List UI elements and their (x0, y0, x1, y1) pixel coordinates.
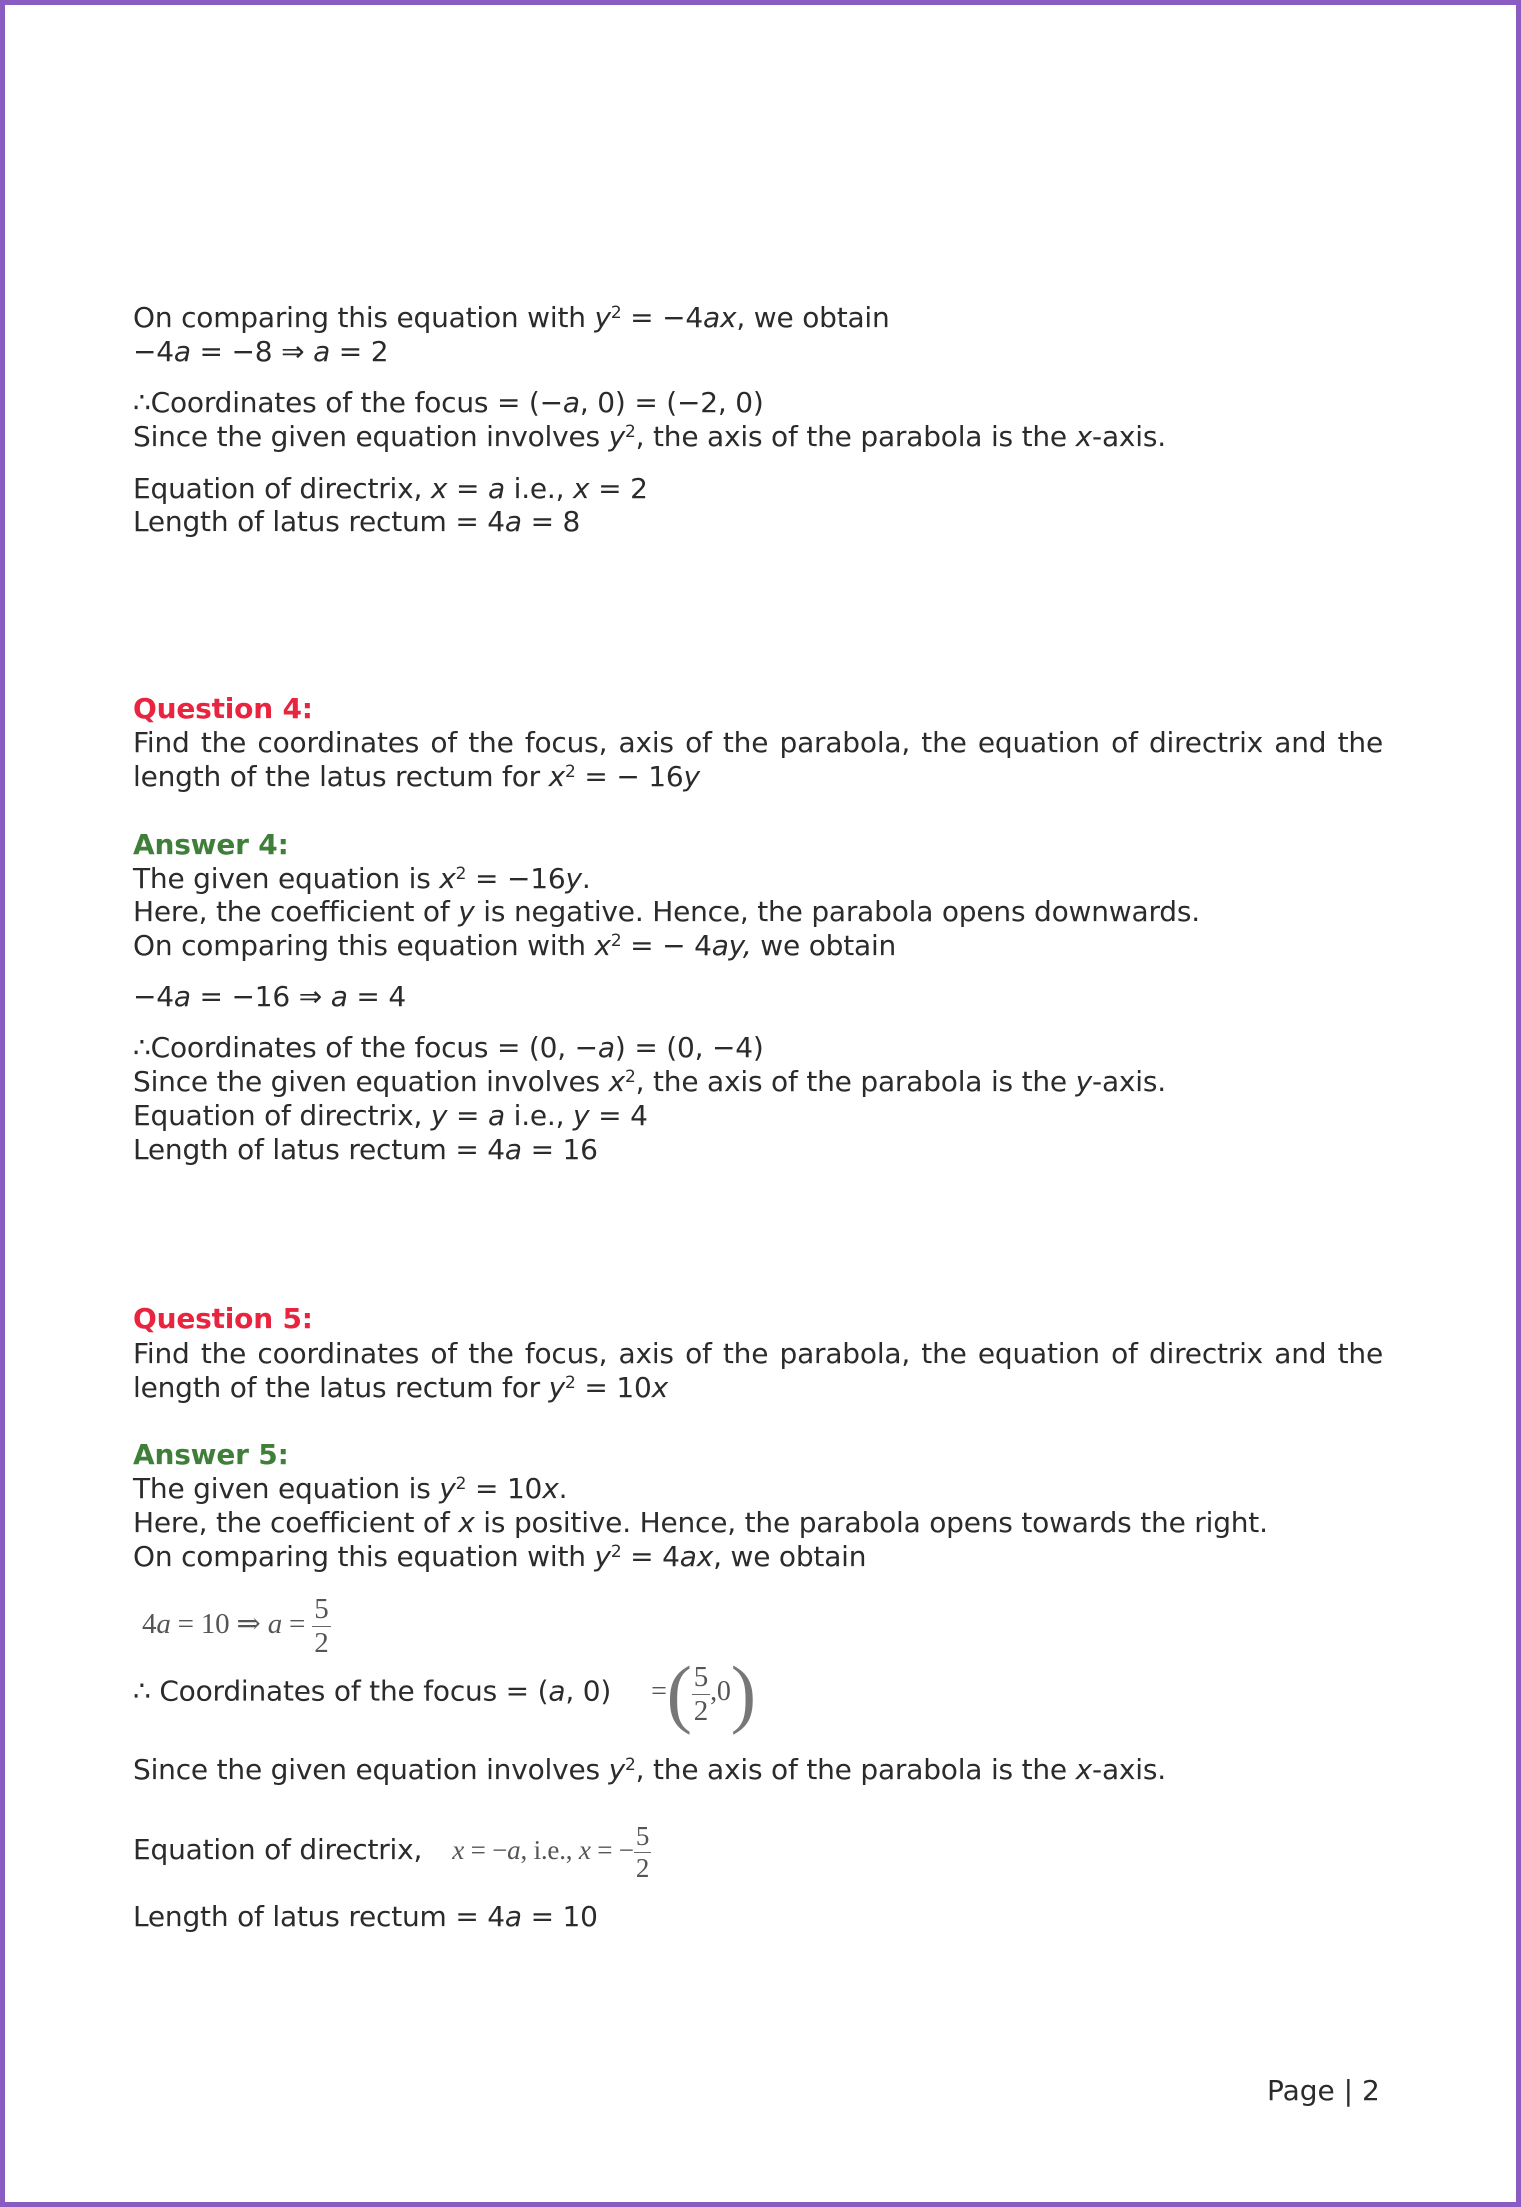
fraction-five-halves: $\frac{5}{2}$ (314, 1592, 329, 1659)
page-number: Page | 2 (1267, 2074, 1380, 2107)
question-4-heading: Question 4: (133, 692, 313, 725)
a5-latus-line: Length of latus rectum = 4a = 10 (133, 1900, 598, 1933)
a5-directrix-line: Equation of directrix, x = −a, i.e., x = − $\frac{5}{2}$ (133, 1821, 650, 1884)
q3-focus-line: ∴Coordinates of the focus = (−a, 0) = (−2, 0) (133, 386, 764, 419)
question-4-text-line1: Find the coordinates of the focus, axis of the parabola, the equation of directrix and the (133, 726, 1383, 759)
a4-focus-line: ∴Coordinates of the focus = (0, −a) = (0, −4) (133, 1031, 764, 1064)
a5-focus-value: =( $\frac{5}{2}$ ,0) (651, 1652, 756, 1736)
question-5-heading: Question 5: (133, 1302, 313, 1335)
a5-directrix-value: x = −a, i.e., x = − $\frac{5}{2}$ (452, 1821, 650, 1884)
question-5-text-line1: Find the coordinates of the focus, axis of the parabola, the equation of directrix and the (133, 1337, 1383, 1370)
a5-focus-line: ∴ Coordinates of the focus = (a, 0) =( $\frac{5}{2}$ ,0) (133, 1652, 756, 1736)
a5-coefficient-line: Here, the coefficient of x is positive. Hence, the parabola opens towards the right. (133, 1506, 1268, 1539)
q3-axis-line: Since the given equation involves $y^2$, the axis of the parabola is the x-axis. (133, 420, 1166, 453)
q3-compare-line: On comparing this equation with $y^2 = -4ax$, we obtain (133, 301, 890, 334)
a5-axis-line: Since the given equation involves $y^2$, the axis of the parabola is the x-axis. (133, 1753, 1166, 1786)
answer-5-heading: Answer 5: (133, 1438, 289, 1471)
question-5-text-line2: length of the latus rectum for $y^2 = 10x$ (133, 1371, 668, 1404)
answer-4-heading: Answer 4: (133, 828, 289, 861)
q3-solve-line: −4a = −8 ⇒ a = 2 (133, 335, 389, 368)
a5-compare-line: On comparing this equation with $y^2 = 4ax$, we obtain (133, 1540, 867, 1573)
question-4-text-line2: length of the latus rectum for $x^2$ = − 16y (133, 760, 700, 793)
a4-given-line: The given equation is $x^2 = -16y$. (133, 862, 591, 895)
a4-axis-line: Since the given equation involves $x^2$, the axis of the parabola is the y-axis. (133, 1065, 1166, 1098)
a4-compare-line: On comparing this equation with $x^2$ = − 4ay, we obtain (133, 929, 897, 962)
q3-latus-line: Length of latus rectum = 4a = 8 (133, 505, 581, 538)
a4-solve-line: −4a = −16 ⇒ a = 4 (133, 980, 406, 1013)
a4-coefficient-line: Here, the coefficient of y is negative. Hence, the parabola opens downwards. (133, 895, 1200, 928)
a4-latus-line: Length of latus rectum = 4a = 16 (133, 1133, 598, 1166)
a5-given-line: The given equation is $y^2 = 10x$. (133, 1472, 568, 1505)
a4-directrix-line: Equation of directrix, y = a i.e., y = 4 (133, 1099, 648, 1132)
q3-directrix-line: Equation of directrix, x = a i.e., x = 2 (133, 472, 648, 505)
a5-solve-equation: 4a = 10 ⇒ a = $\frac{5}{2}$ (142, 1592, 329, 1659)
